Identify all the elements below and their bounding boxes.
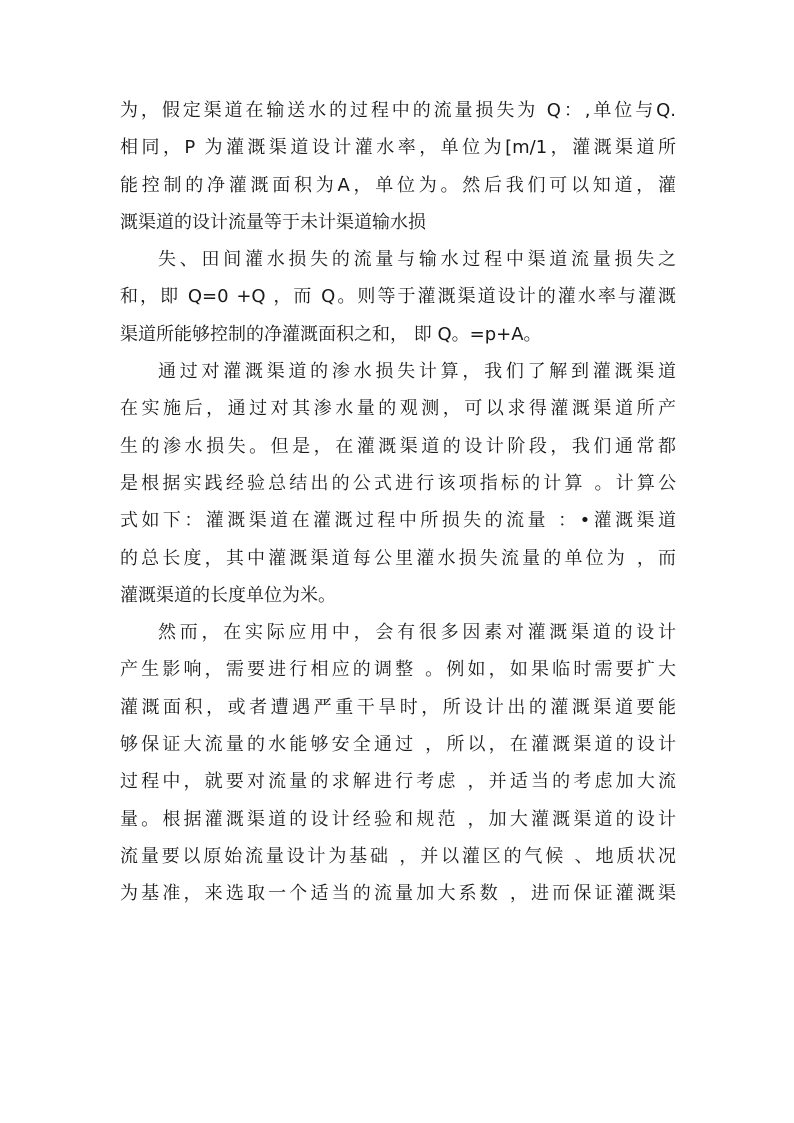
text-line: 溉渠道的设计流量等于未计渠道输水损 [120,211,426,233]
text-line: 流量要以原始流量设计为基础 ，并以灌区的气候 、地质状况 [120,845,676,867]
text-line: 能控制的净灌溉面积为A，单位为。然后我们可以知道，灌 [120,174,676,196]
text-line: 和，即 Q=0 +Q ，而 Q。则等于灌溉渠道设计的灌水率与灌溉 [120,286,676,308]
text-line: 灌溉渠道的长度单位为米。 [120,584,336,606]
text-line: 生的渗水损失。但是，在灌溉渠道的设计阶段，我们通常都 [120,435,676,457]
text-line: 产生影响，需要进行相应的调整 。例如，如果临时需要扩大 [120,659,676,681]
text-line: 在实施后，通过对其渗水量的观测，可以求得灌溉渠道所产 [120,398,676,420]
text-line: 是根据实践经验总结出的公式进行该项指标的计算 。计算公 [120,472,676,494]
text-line: 式如下：灌溉渠道在灌溉过程中所损失的流量 ：•灌溉渠道 [120,510,676,532]
text-line: 相同，P 为灌溉渠道设计灌水率，单位为[m/1，灌溉渠道所 [120,137,676,159]
body-text [120,92,676,913]
text-line: 失、田间灌水损失的流量与输水过程中渠道流量损失之 [158,249,676,271]
text-line: 灌溉面积，或者遭遇严重干旱时，所设计出的灌溉渠道要能 [120,696,676,718]
text-line: 通过对灌溉渠道的渗水损失计算，我们了解到灌溉渠道 [158,361,676,383]
text-line: 为，假定渠道在输送水的过程中的流量损失为 Q：,单位与Q. [120,100,676,121]
text-line: 过程中，就要对流量的求解进行考虑 ，并适当的考虑加大流 [120,771,676,793]
text-line: 渠道所能够控制的净灌溉面积之和， 即 Q。=p+A。 [120,323,542,345]
text-line: 量。根据灌溉渠道的设计经验和规范 ，加大灌溉渠道的设计 [120,808,676,830]
text-line: 够保证大流量的水能够安全通过 ，所以，在灌溉渠道的设计 [120,734,676,756]
text-line: 为基准，来选取一个适当的流量加大系数 ，进而保证灌溉渠 [120,883,676,905]
text-line: 的总长度，其中灌溉渠道每公里灌水损失流量的单位为 ，而 [120,547,676,569]
text-line: 然而，在实际应用中，会有很多因素对灌溉渠道的设计 [158,622,676,644]
